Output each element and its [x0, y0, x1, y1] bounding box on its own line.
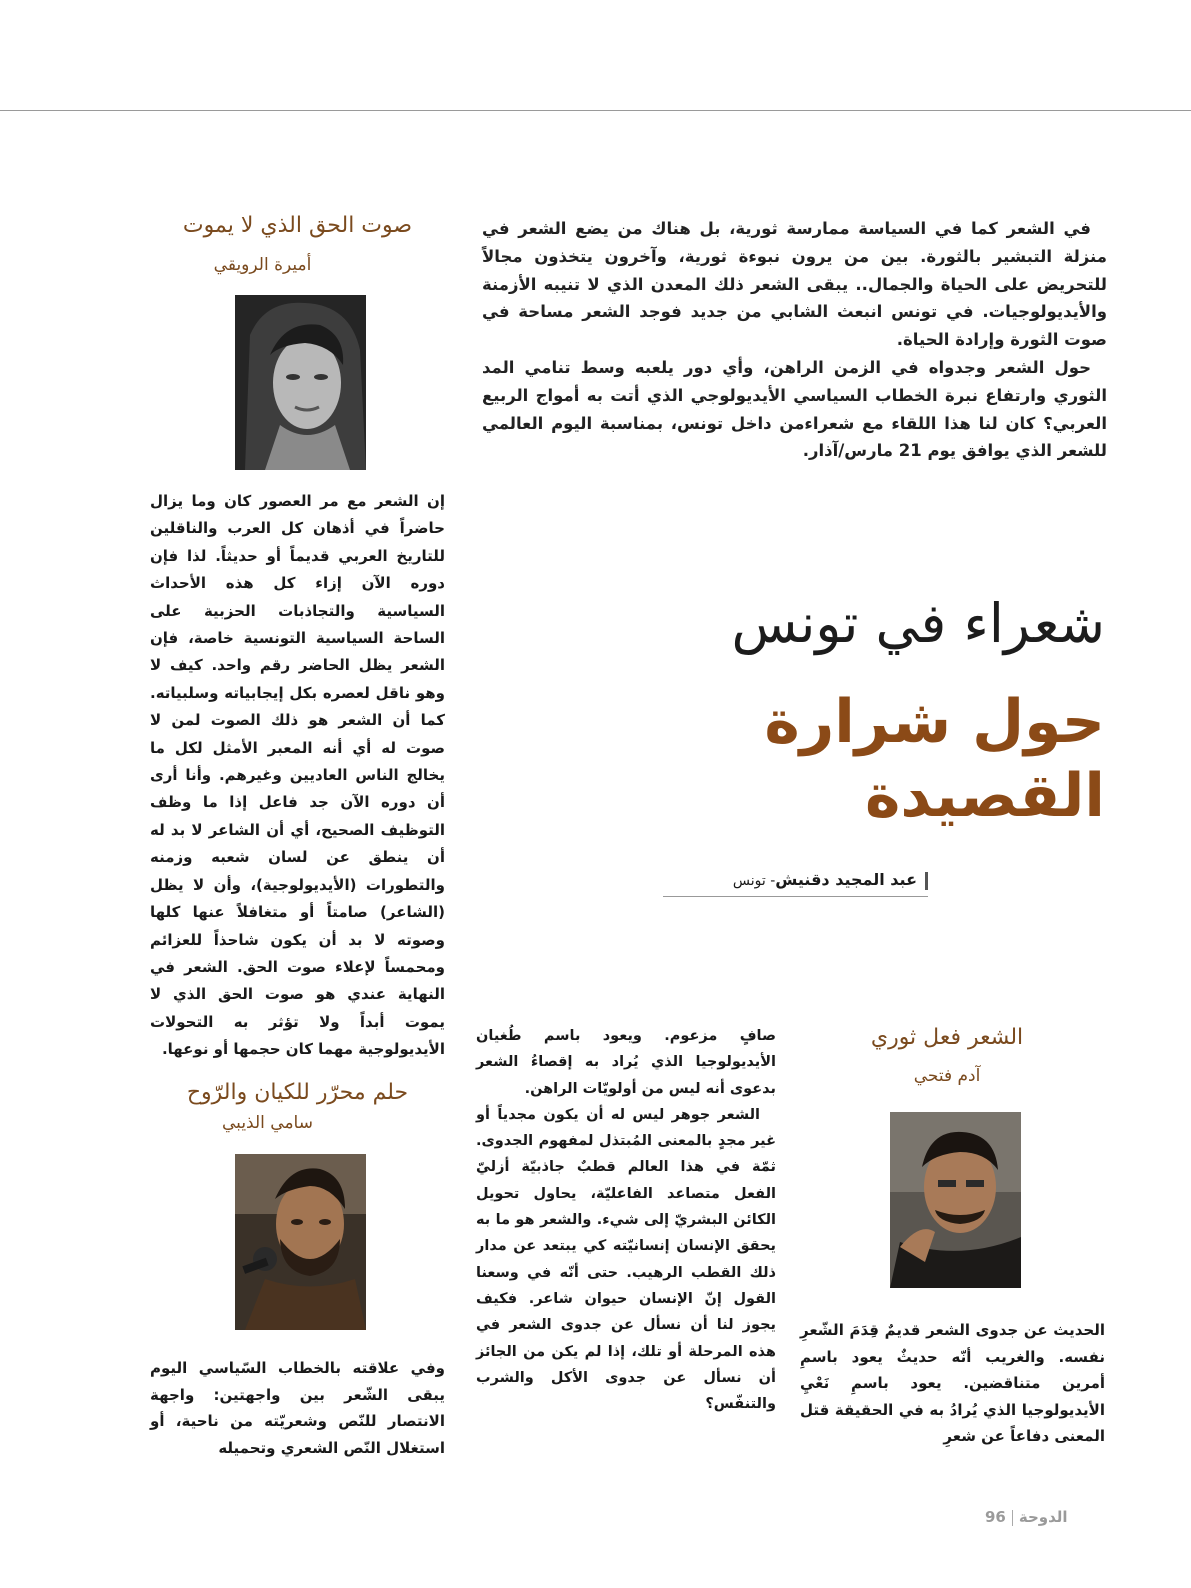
profile3-paragraph-2: صافٍ مزعوم. ويعود باسم طُغيان الأيديولوجيا الذي يُراد به إقصاءُ الشعر بدعوى أنه ليس من أولويّات الراهن. [476, 1028, 776, 1097]
profile2-author: سامي الذيبي [222, 1113, 313, 1133]
magazine-name: الدوحة [1018, 1508, 1068, 1526]
intro-text [482, 215, 1107, 465]
profile1-author: أميرة الرويقي [213, 255, 312, 275]
profile3-text [800, 1317, 1105, 1450]
profile3-author: آدم فتحي [913, 1066, 981, 1086]
page-footer [985, 1508, 1068, 1526]
byline-author: عبد المجيد دقنيش [775, 870, 917, 889]
headline-line-2: حول شرارة القصيدة [764, 687, 1105, 831]
profile2-title: حلم محرّر للكيان والرّوح [186, 1080, 409, 1105]
profile2-paragraph: وفي علاقته بالخطاب السّياسي اليوم يبقى الشّعر بين واجهتين: واجهة الانتصار للنّص وشعريّته من ناحية، أو استغلال النّص الشعري وتحميله [150, 1359, 445, 1457]
profile1-text [150, 488, 445, 1064]
profile2-photo [235, 1154, 366, 1330]
byline-country: - تونس [732, 873, 776, 889]
profile3-continuation [476, 1023, 776, 1417]
byline [663, 870, 928, 897]
footer-separator [1012, 1510, 1013, 1526]
profile3-title: الشعر فعل ثوري [870, 1025, 1024, 1050]
profile1-photo [235, 295, 366, 470]
headline-line-1: شعراء في تونس [731, 592, 1105, 655]
header-rule [0, 110, 1191, 111]
profile3-paragraph-3: الشعر جوهر ليس له أن يكون مجدياً أو غير مجدٍ بالمعنى المُبتذل لمفهوم الجدوى. ثمّة في هذا العالم قطبٌ جاذبيّة أزليّ الفعل متصاعد الفاعليّة، يحاول تحويل الكائن البشريّ إلى شيء. والشعر هو ما به يحقق الإنسان إنسانيّته كي يبتعد عن مدار ذلك القطب الرهيب. حتى أنّه في وسعنا القول إنّ الإنسان حيوان شاعر. فكيف يجوز لنا أن نسأل عن جدوى الشعر في هذه المرحلة أو تلك، إذا لم يكن من الجائز أن نسأل عن جدوى الأكل والشرب والتنفّس؟ [476, 1106, 776, 1413]
page-number: 96 [985, 1508, 1006, 1526]
byline-bar [925, 872, 928, 890]
intro-paragraph-1: في الشعر كما في السياسة ممارسة ثورية، بل هناك من يضع الشعر في منزلة التبشير بالثورة. بين من يرون نبوءة ثورية، وآخرون يتخذون مجالاً للتحريض على الحياة والجمال.. يبقى الشعر ذلك المعدن الذي لا تنيبه الأزمنة والأيديولوجيات. في تونس انبعث الشابي من جديد فوجد الشعر مساحة في صوت الثورة وإرادة الحياة. [482, 219, 1107, 350]
profile1-paragraph: إن الشعر مع مر العصور كان وما يزال حاضراً في أذهان كل العرب والناقلين للتاريخ العربي قديماً أو حديثاً. لذا فإن دوره الآن إزاء كل هذه الأحداث السياسية والتجاذبات الحزبية على الساحة السياسية التونسية خاصة، فإن الشعر يظل الحاضر رقم واحد. كيف لا وهو ناقل لعصره بكل إيجابياته وسلبياته. كما أن الشعر هو ذلك الصوت لمن لا صوت له أي أنه المعبر الأمثل لكل ما يخالج الناس العاديين وغيرهم. وأنا أرى أن دوره الآن جد فاعل إذا ما وظف التوظيف الصحيح، أي أن الشاعر لا بد له أن ينطق عن لسان شعبه وزمنه والتطورات (الأيديولوجية)، وأن لا يظل (الشاعر) صامتاً أو متغافلاً عنها كلها وصوته لا بد أن يكون شاحذاً للعزائم ومحمساً لإعلاء صوت الحق. الشعر في النهاية عندي هو صوت الحق الذي لا يموت أبداً ولا تؤثر به التحولات الأيديولوجية مهما كان حجمها أو نوعها. [150, 492, 445, 1059]
profile3-photo [890, 1112, 1021, 1288]
profile1-title: صوت الحق الذي لا يموت [182, 213, 413, 238]
intro-paragraph-2: حول الشعر وجدواه في الزمن الراهن، وأي دور يلعبه وسط تنامي المد الثوري وارتفاع نبرة الخطاب السياسي الأيديولوجي الذي أتت به أمواج الربيع العربي؟ كان لنا هذا اللقاء مع شعراءمن داخل تونس، بمناسبة اليوم العالمي للشعر الذي يوافق يوم 21 مارس/آذار. [482, 357, 1107, 461]
profile2-text [150, 1355, 445, 1461]
profile3-paragraph-1: الحديث عن جدوى الشعر قديمٌ قِدَمَ الشّعرِ نفسه. والغريب أنّه حديثٌ يعود باسمِ أمرين متناقضين. يعود باسمِ نَعْيِ الأيديولوجيا الذي يُرادُ به في الحقيقة قتل المعنى دفاعاً عن شعرِ [800, 1321, 1105, 1445]
